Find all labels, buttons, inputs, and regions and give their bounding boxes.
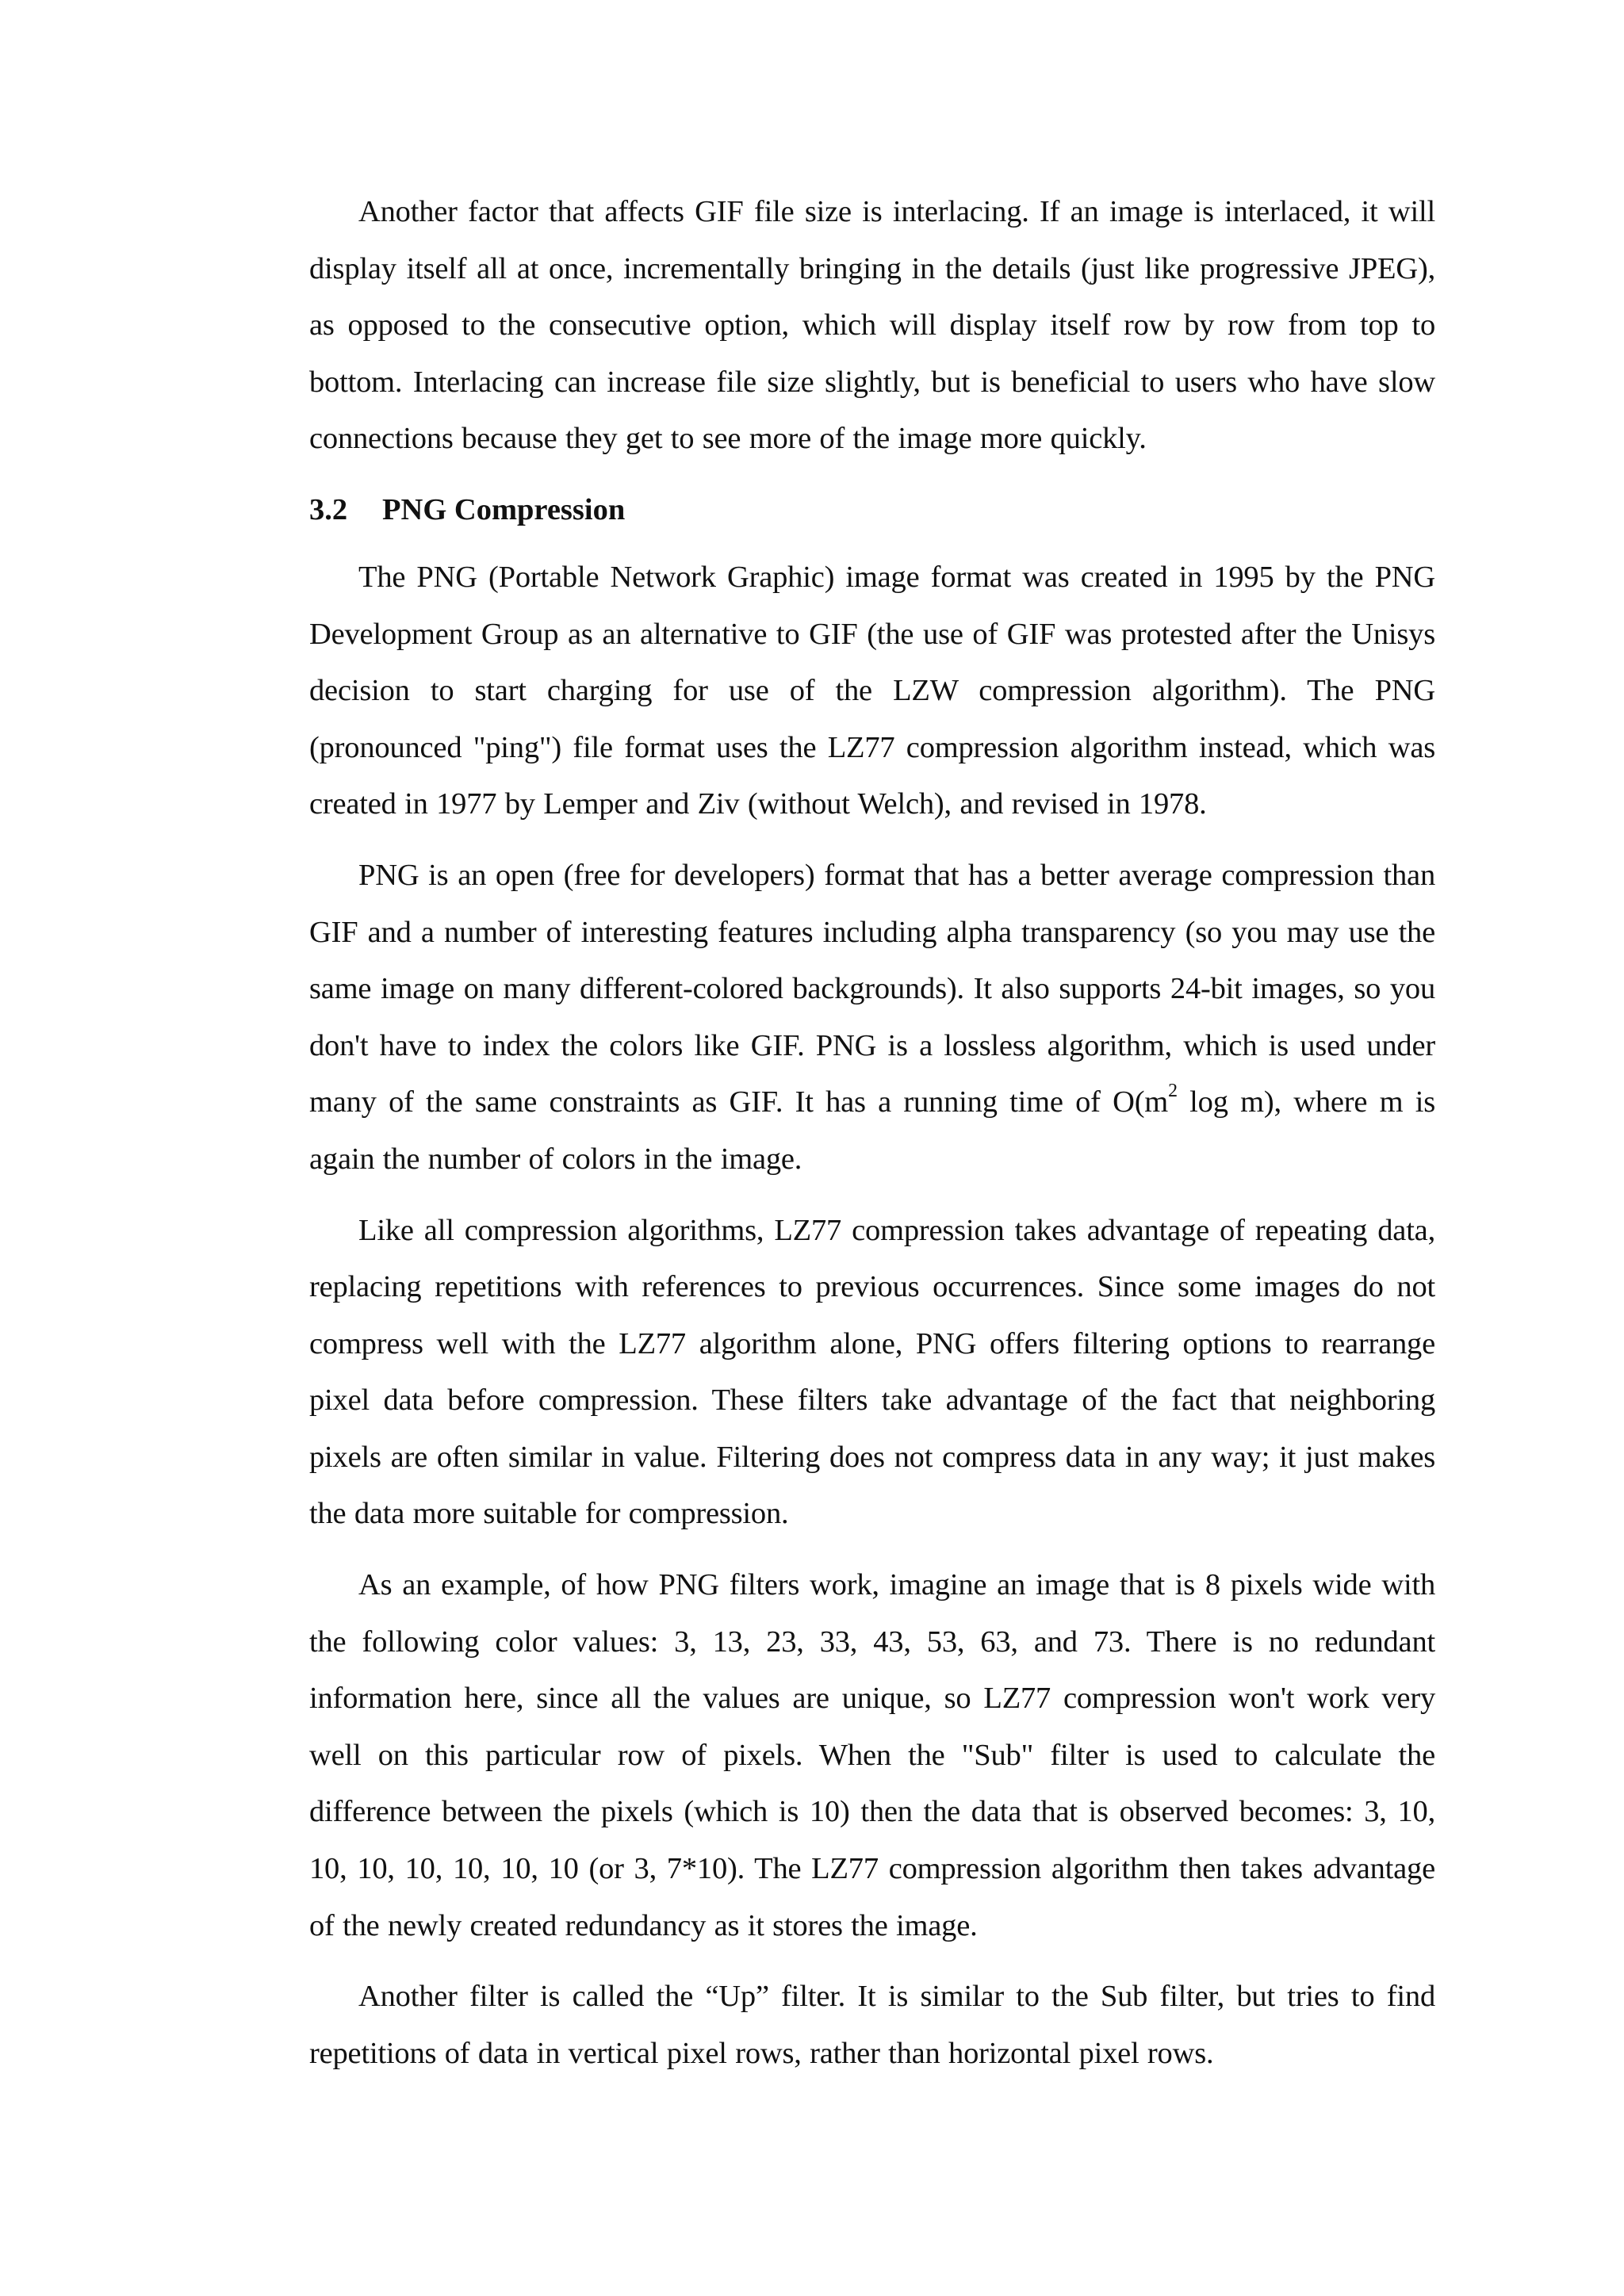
paragraph-filter-example: As an example, of how PNG filters work, imagine an image that is 8 pixels wide with the following color values: 3, 13, 23, 33, 43, 53, 63, and 73. There is no redundant information here, since all the values are unique, so LZ77 compression won't work very well on this particular row of pixels. When the "Sub" filter is used to calculate the difference between the pixels (which is 10) then the data that is observed becomes: 3, 10, 10, 10, 10, 10, 10, 10 (or 3, 7*10). The LZ77 compression algorithm then takes advantage of the newly created redundancy as it stores the image.: [309, 1568, 1435, 1942]
paragraph-interlacing: Another factor that affects GIF file size is interlacing. If an image is interlaced, it will display itself all at once, incrementally bringing in the details (just like progressive JPEG), as opposed to the consecutive option, which will display itself row by row from top to bottom. Interlacing can increase file size slightly, but is beneficial to users who have slow connections because they get to see more of the image more quickly.: [309, 195, 1435, 456]
section-heading: [309, 482, 1435, 538]
paragraph-png-features-text: PNG is an open (free for developers) format that has a better average compression than GIF and a number of interesting features including alpha transparency (so you may use the same image on many different-colored backgrounds). It also supports 24-bit images, so you don't have to index the colors like GIF. PNG is a lossless algorithm, which is used under many of the same constraints as GIF. It has a running time of O(m: [309, 858, 1435, 1119]
document-page: [309, 184, 1435, 2096]
section-title: PNG Compression: [382, 492, 626, 526]
section-number: 3.2: [309, 492, 348, 526]
paragraph-png-features-text-end: log m), where m is again the number of colors in the image.: [309, 1085, 1435, 1176]
superscript-exponent: 2: [1168, 1081, 1178, 1102]
paragraph-lz77: Like all compression algorithms, LZ77 compression takes advantage of repeating data, replacing repetitions with references to previous occurrences. Since some images do not compress well with the LZ77 algorithm alone, PNG offers filtering options to rearrange pixel data before compression. These filters take advantage of the fact that neighboring pixels are often similar in value. Filtering does not compress data in any way; it just makes the data more suitable for compression.: [309, 1213, 1435, 1531]
paragraph-png-features: [309, 848, 1435, 1188]
paragraph-up-filter: Another filter is called the “Up” filter. It is similar to the Sub filter, but tries to find repetitions of data in vertical pixel rows, rather than horizontal pixel rows.: [309, 1980, 1435, 2070]
paragraph-png-history: The PNG (Portable Network Graphic) image format was created in 1995 by the PNG Development Group as an alternative to GIF (the use of GIF was protested after the Unisys decision to start charging for use of the LZW compression algorithm). The PNG (pronounced "ping") file format uses the LZ77 compression algorithm instead, which was created in 1977 by Lemper and Ziv (without Welch), and revised in 1978.: [309, 560, 1435, 821]
